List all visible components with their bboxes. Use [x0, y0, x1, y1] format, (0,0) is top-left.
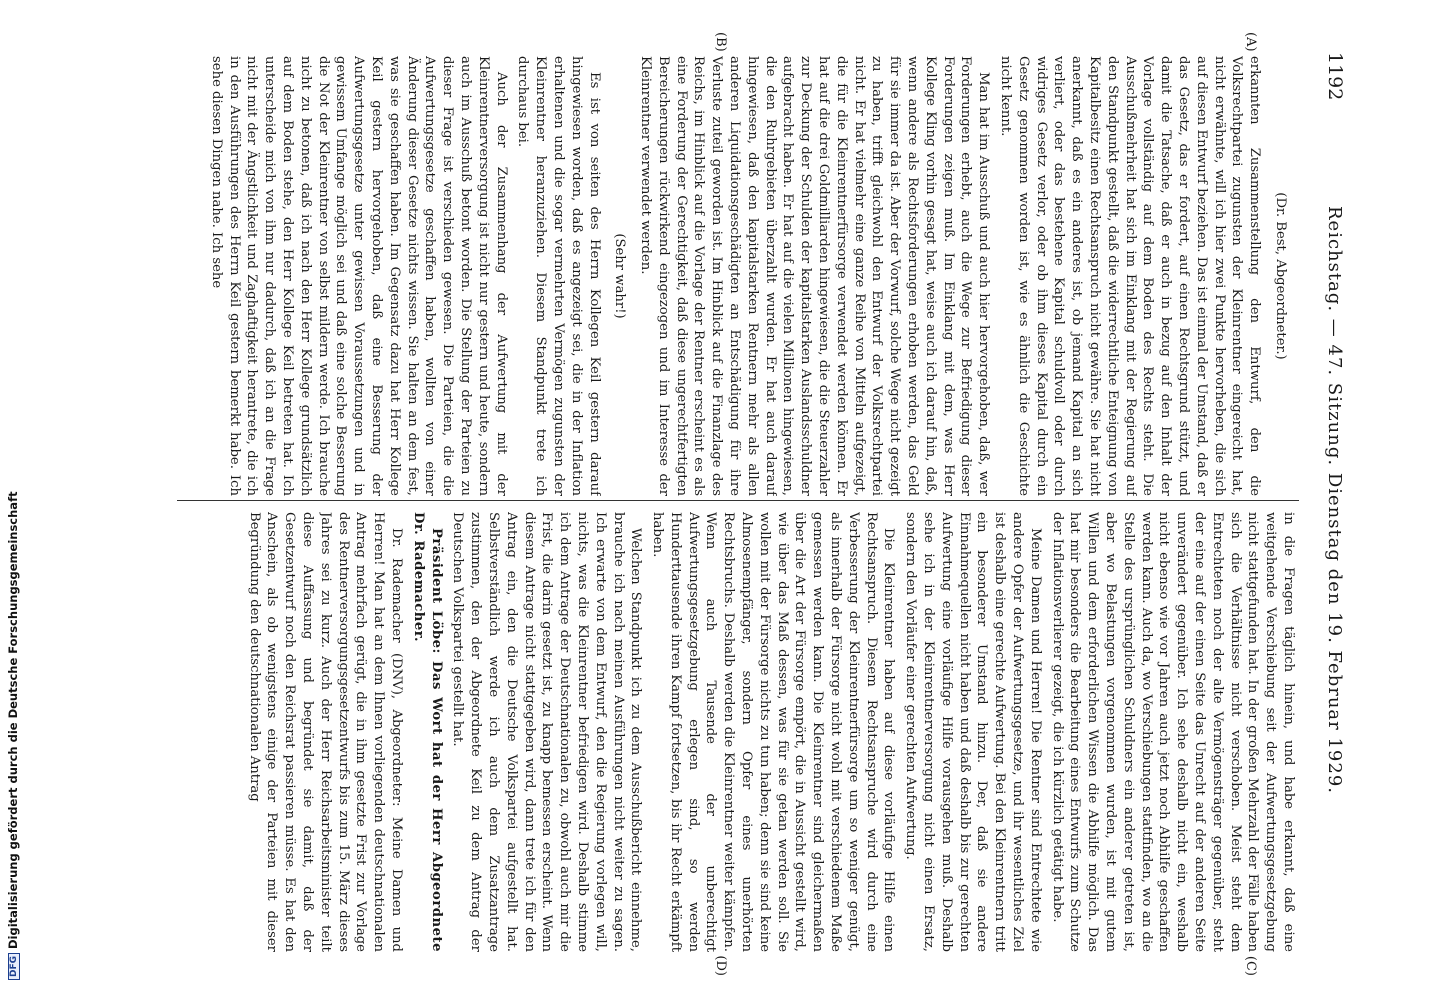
page-header: [1317, 52, 1346, 948]
paragraph: Dr. Rademacher (DNV), Abgeordneter: Meine Damen und Herren! Man hat an dem Ihnen vorliegenden deutschnationalen Antrag mehrfach gerügt, die in ihm gesetzte Frist zur Vorlage des Rentnerversorgungsgesetzentwurfs bis zum 15. März dieses Jahres sei zu kurz. Auch der Herr Reichsarbeitsminister teilt diese Auffassung und begründet sie damit, daß der Gesetzentwurf noch den Reichsrat passieren müsse. Es hat den Anschein, als ob wenigstens einige der Parteien mit dieser Begründung den deutschnationalen Antrag: [246, 512, 404, 952]
margin-marker-b: (B): [713, 32, 728, 52]
page-number: 1192: [1324, 52, 1346, 101]
paragraph: Die Kleinrentner haben auf diese vorläufige Hilfe einen Rechtsanspruch. Diesem Rechtsanspruche wird durch eine Verbesserung der Kleinrentnerfürsorge um so weniger genügt, als innerhalb der Fürsorge nicht wohl mit verschiedenem Maße gemessen werden kann. Die Kleinrentner sind gleichermaßen über die Art der Fürsorge empört, die in Aussicht gestellt wird, wie über das Maß dessen, was für sie getan werden soll. Sie wollen mit der Fürsorge nichts zu tun haben; denn sie sind keine Almosenempfänger, sondern Opfer eines unerhörten Rechtsbruchs. Deshalb werden die Kleinrentner weiter kämpfen. Wenn auch Tausende der unberechtigt Aufwertungsgesetzgebung erlegen sind, so werden Hunderttausende ihren Kampf fortsetzen, bis ihr Recht erkämpft haben.: [650, 512, 897, 952]
paragraph: Man hat im Ausschuß und auch hier hervorgehoben, daß, wer Forderungen erhebt, auch die Wege zur Befriedigung dieser Forderungen zeigen muß. Im Einklang mit dem, was Herr Kollege Kling vorhin gesagt hat, weise auch ich darauf hin, daß, wenn andere als Rechtsforderungen erhoben werden, das Geld für sie immer da ist. Aber der Vorwurf, solche Wege nicht gezeigt zu haben, trifft gleichwohl den Entwurf der Volksrechtpartei nicht. Er hat vielmehr eine ganze Reihe von Mitteln aufgezeigt, die für die Kleinrentnerfürsorge verwendet werden können. Er hat auf die drei Goldmilliarden hingewiesen, die die Steuerzahler zur Deckung der Schulden der kapitalstarken Auslandsschuldner aufgebracht haben. Er hat auf die vielen Millionen hingewiesen, die den Ruhrgebieten überzahlt wurden. Er hat auch darauf hingewiesen, daß den kapitalstarken Rentnern mehr als allen anderen Liquidationsgeschädigten an Entschädigung für ihre Verluste zuteil geworden ist. Im Hinblick auf die Finanzlage des Reichs, im Hinblick auf die Vorlage der Rentner erscheint es als eine Forderung der Gerechtigkeit, daß diese ungerechtfertigten Bereicherungen rückwirkend eingezogen und im Interesse der Kleinrentner verwendet werden.: [638, 56, 992, 496]
footer-strip: [0, 0, 28, 1000]
margin-marker-d: (D): [713, 955, 728, 976]
right-column: [169, 512, 1297, 952]
paragraph: Welchen Standpunkt ich zu dem Ausschußbericht einnehme, brauche ich nach meinen Ausführungen nicht weiter zu sagen. Ich erwarte von dem Entwurf, den die Regierung vorlegen will, nichts, was die Kleinrentner befriedigen wird. Deshalb stimme ich dem Antrage der Deutschnationalen zu, obwohl auch mir die Frist, die darin gesetzt ist, zu knapp bemessen erscheint. Wenn diesem Antrage nicht stattgegeben wird, dann trete ich für den Antrag ein, den die Deutsche Volkspartei aufgestellt hat. Selbstverständlich werde ich auch dem Zusatzantrage zustimmen, den der Abgeordnete Keil zu dem Antrag der Deutschen Volkspartei gestellt hat.: [450, 512, 644, 952]
interjection: (Sehr wahr!): [612, 233, 628, 319]
margin-marker-c: (C): [1243, 955, 1258, 976]
dfg-logo-icon: DFG: [8, 953, 20, 980]
page-title: Reichstag. — 47. Sitzung. Dienstag den 19. Februar 1929.: [1324, 205, 1345, 794]
scanned-page: [64, 0, 1434, 1000]
speaker-line: (Dr. Best, Abgeordneter.): [1273, 192, 1288, 360]
paragraph: Es ist von seiten des Herrn Kollegen Keil gestern darauf hingewiesen worden, daß es angezeigt sei, die in der Inflation erhaltenen und die sogar vermehrten Vermögen zugunsten der Kleinrentner heranzuziehen. Diesem Standpunkt trete ich durchaus bei.: [515, 56, 602, 496]
president-line: Präsident Löbe: Das Wort hat der Herr Abgeordnete Dr. Rademacher.: [410, 512, 444, 952]
column-divider: [177, 500, 1299, 501]
rotated-page-content: [129, 30, 1369, 976]
footer-rotated: [6, 0, 22, 1000]
paragraph: in die Fragen täglich hinein, und habe erkannt, daß eine weitgehende Verschiebung seit der Aufwertungsgesetzgebung nicht stattgefunden hat. In der großen Mehrzahl der Fälle haben sich die Verhältnisse nicht verschoben. Meist steht dem Entrechteten noch der alte Vermögensträger gegenüber, steht der eine auf der einen Seite das Unrecht auf der anderen Seite unverändert gegenüber. Ich sehe deshalb nicht ein, weshalb nicht ebenso wie vor Jahren auch jetzt noch Abhilfe geschaffen werden kann. Auch da, wo Verschiebungen stattfinden, wo an die Stelle des ursprünglichen Schuldners ein anderer getreten ist, aber wo Belastungen vorgenommen wurden, ist mit gutem Willen und dem erforderlichen Wissen die Abhilfe möglich. Das hat mir besonders die Bearbeitung eines Entwurfs zum Schutze der Inflationsverlierer gezeigt, die ich kürzlich getätigt habe.: [1049, 512, 1296, 952]
margin-marker-a: (A): [1243, 32, 1258, 52]
paragraph: Meine Damen und Herren! Die Rentner sind Entrechtete wie andere Opfer der Aufwertungsgesetze, und ihr wesentliches Ziel ist deshalb eine gerechte Aufwertung. Bei den Kleinrentnern tritt ein besonderer Umstand hinzu. Der, daß sie andere Einnahmequellen nicht haben und daß deshalb bis zur gerechten Aufwertung eine vorläufige Hilfe vorausgehen muß. Deshalb sehe ich in der Kleinrentnerversorgung nicht einen Ersatz, sondern den Vorläufer einer gerechten Aufwertung.: [903, 512, 1043, 952]
left-column: [169, 56, 1297, 496]
paragraph: Auch der Zusammenhang der Aufwertung mit der Kleinrentnerversorgung ist nicht nur gestern und heute, sondern auch im Ausschuß betont worden. Die Stellung der Parteien zu dieser Frage ist verschieden gewesen. Die Parteien, die die Aufwertungsgesetze geschaffen haben, wollten von einer Änderung dieser Gesetze nichts wissen. Sie halten an dem fest, was sie geschaffen haben. Im Gegensatz dazu hat Herr Kollege Keil gestern hervorgehoben, daß eine Besserung der Aufwertungsgesetze unter gewissen Voraussetzungen und in gewissem Umfange möglich sei und daß eine solche Besserung die Not der Kleinrentner von selbst mildern werde. Ich brauche nicht zu betonen, daß ich nach den Herr Kollege grundsätzlich auf dem Boden stehe, den Herr Kollege Keil betreten hat. Ich unterscheide mich von ihm nur dadurch, daß ich an die Frage nicht mit der Ängstlichkeit und Zaghaftigkeit herantrete, die ich in den Ausführungen des Herrn Keil gestern bemerkt habe. Ich sehe diesen Dingen nahe. Ich sehe: [208, 56, 509, 496]
paragraph: erkannten Zusammenstellung den Entwurf, den die Volksrechtpartei zugunsten der Kleinrentner eingereicht hat, nicht erwähnte, will ich hier zwei Punkte hervorheben, die sich auf diesen Entwurf beziehen. Das ist einmal der Umstand, daß er das Gesetz, das er fordert, auf einen Rechtsgrund stützt, und damit die Tatsache, daß er auch in bezug auf den Inhalt der Vorlage vollständig auf dem Boden des Rechts steht. Die Ausschußmehrheit hat sich im Einklang mit der Regierung auf den Standpunkt gestellt, daß die widerrechtliche Enteignung von Kapitalbesitz einen Rechtsanspruch nicht gewähre. Sie hat nicht anerkannt, daß es ein anderes ist, ob jemand Kapital an sich verliert, oder das bestehene Kapital schuldvoll oder durch widriges Gesetz verlor, oder ob ihm dieses Kapital durch ein Gesetz genommen worden ist, wie es ähnlich die Geschichte nicht kennt.: [998, 56, 1263, 496]
footer-text: Digitalisierung gefördert durch die Deutsche Forschungsgemeinschaft: [6, 491, 20, 949]
